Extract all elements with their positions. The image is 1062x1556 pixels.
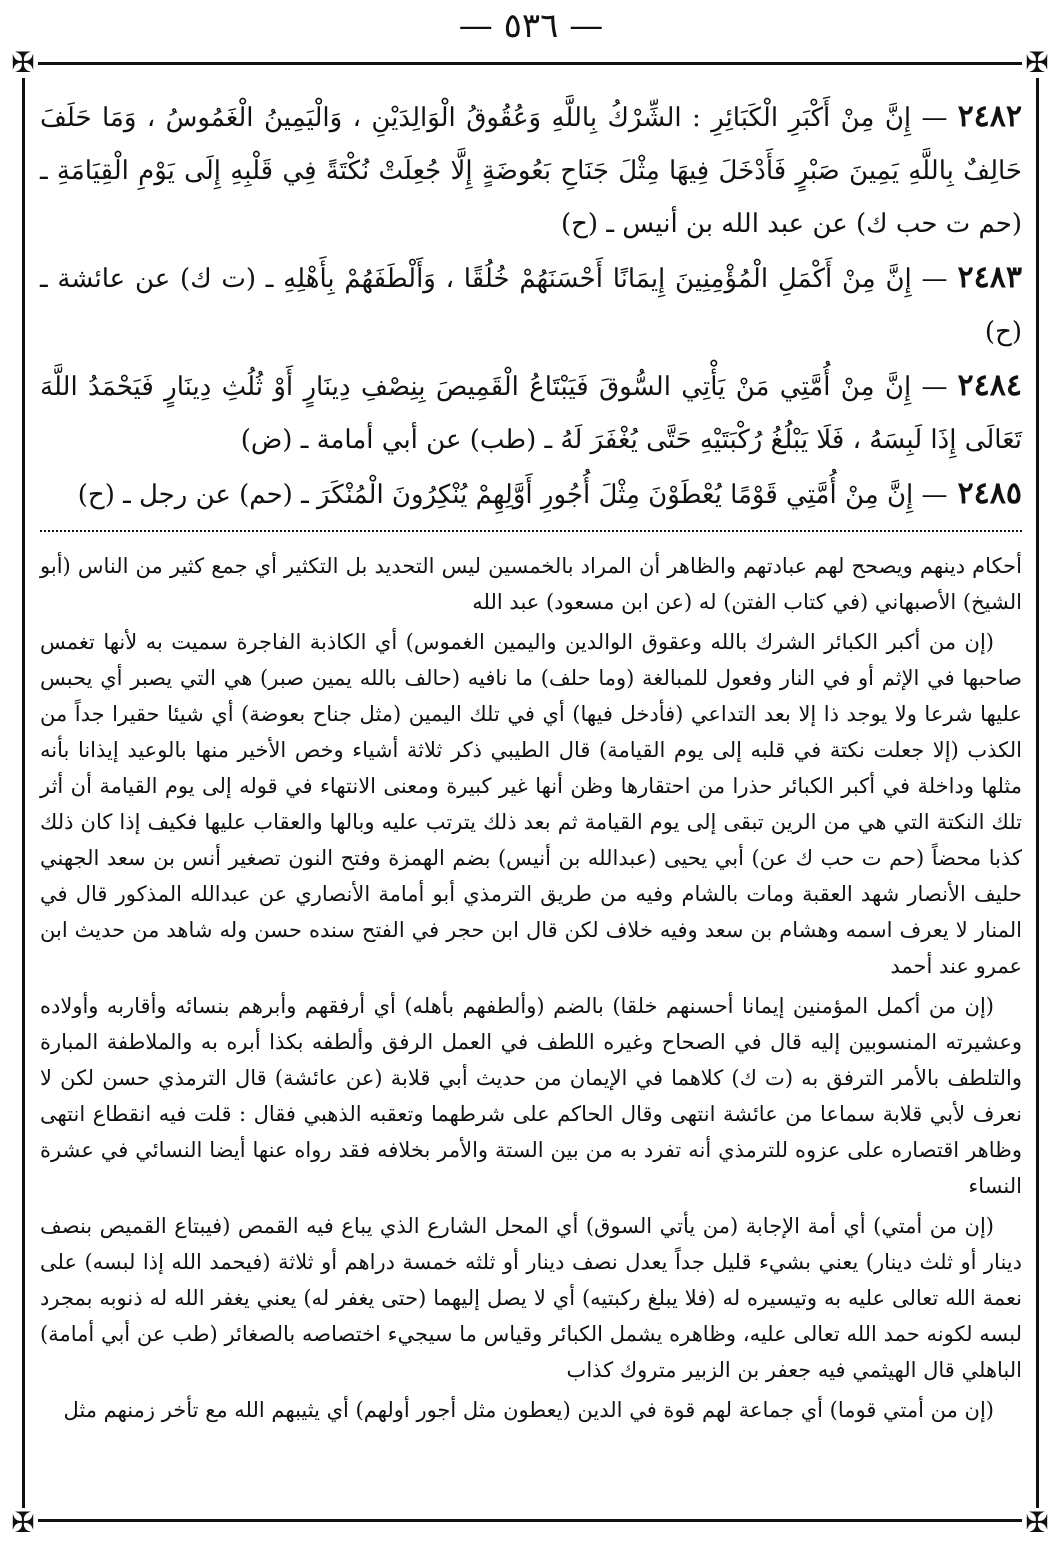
hadith-entry — [40, 90, 1022, 251]
floral-cross-icon: ✠ — [1022, 1508, 1052, 1538]
hadith-entry — [40, 251, 1022, 359]
hadith-number: ٢٤٨٤ — [957, 368, 1022, 403]
floral-cross-icon: ✠ — [8, 1508, 38, 1538]
page-number: — ٥٣٦ — — [458, 6, 604, 46]
hadith-number: ٢٤٨٥ — [957, 476, 1022, 511]
commentary-paragraph: (إن من أكمل المؤمنين إيمانا أحسنهم خلقا) بالضم (وألطفهم بأهله) أي أرفقهم وأبرهم بنسائه وأقاربه وأولاده وعشيرته المنسوبين إليه قال في الصحاح وغيره اللطف في العمل الرفق وألطفه بكذا أبره به والملاطفة المبارة والتلطف بالأمر الترفق به (ت ك) كلاهما في الإيمان من حديث أبي قلابة (عن عائشة) قال الترمذي حسن لكن لا نعرف لأبي قلابة سماعا من عائشة انتهى وقال الحاكم على شرطهما وتعقبه الذهبي فقال : قلت فيه انقطاع انتهى وظاهر اقتصاره على عزوه للترمذي أنه تفرد به من بين الستة والأمر بخلافه فقد رواه عنها أيضا النسائي في عشرة النساء — [40, 994, 1022, 1198]
hadith-text: — إِنَّ مِنْ أُمَّتِي مَنْ يَأْتِي السُّوقَ فَيَبْتَاعُ الْقَمِيصَ بِنِصْفِ دِينَارٍ أَوْ ثُلُثِ دِينَارٍ فَيَحْمَدُ اللَّهَ تَعَالَى إِذَا لَبِسَهُ ، فَلَا يَبْلُغُ رُكْبَتَيْهِ حَتَّى يُغْفَرَ لَهُ ـ (طب) عن أبي أمامة ـ (ض) — [40, 372, 1022, 455]
commentary-section — [40, 548, 1022, 1432]
hadith-entry — [40, 467, 1022, 522]
hadith-number: ٢٤٨٣ — [957, 260, 1022, 295]
commentary-paragraph: (إن من أكبر الكبائر الشرك بالله وعقوق الوالدين واليمين الغموس) أي الكاذبة الفاجرة سميت به لأنها تغمس صاحبها في الإثم أو في النار وفعول للمبالغة (وما حلف) ما نافيه (حالف بالله يمين صبر) هي التي يصبر أي يحبس عليها شرعا ولا يوجد ذا إلا بعد التداعي (فأدخل فيها) أي في تلك اليمين (مثل جناح بعوضة) أي شيئا حقيرا جداً من الكذب (إلا جعلت نكتة في قلبه إلى يوم القيامة) قال الطيبي ذكر ثلاثة أشياء وخص الأخير منها بالوعيد إيذانا بأنه مثلها وداخلة في أكبر الكبائر حذرا من احتقارها وظن أنها غير كبيرة ومعنى الانتهاء في قوله إلى يوم القيامة أن أثر تلك النكتة التي هي من الرين تبقى إلى يوم القيامة ثم بعد ذلك يترتب عليه وبالها والعقاب عليها فكيف إذا كان ذلك كذبا محضاً (حم ت حب ك عن) أبي يحيى (عبدالله بن أنيس) بضم الهمزة وفتح النون تصغير أنس بن سعد الجهني حليف الأنصار شهد العقبة ومات بالشام وفيه من طريق الترمذي أبو أمامة الأنصاري عن عبدالله المذكور قال في المنار لا يعرف اسمه وهشام بن سعد وفيه خلاف لكن قال ابن حجر في الفتح سنده حسن وله شاهد من حديث ابن عمرو عند أحمد — [40, 630, 1022, 978]
hadith-entry — [40, 359, 1022, 467]
commentary-paragraph: (إن من أمتي) أي أمة الإجابة (من يأتي السوق) أي المحل الشارع الذي يباع فيه القمص (فيبتاع القميص بنصف دينار أو ثلث دينار) يعني بشيء قليل جداً يعدل نصف دينار أو ثلثه خمسة دراهم أو ثلاثة (فيحمد الله إذا لبسه) على نعمة الله تعالى عليه به وتيسيره له (فلا يبلغ ركبتيه) أي لا يصل إليهما (حتى يغفر له) يعني يغفر الله له ذنوبه بمجرد لبسه لكونه حمد الله تعالى عليه، وظاهره يشمل الكبائر وقياس ما سيجيء اختصاصه بالصغائر (طب عن أبي أمامة) الباهلي قال الهيثمي فيه جعفر بن الزبير متروك كذاب — [40, 1214, 1022, 1382]
floral-cross-icon: ✠ — [8, 48, 38, 78]
section-divider — [40, 530, 1022, 532]
commentary-paragraph: أحكام دينهم ويصحح لهم عبادتهم والظاهر أن المراد بالخمسين ليس التحديد بل التكثير أي جمع كثير من الناس (أبو الشيخ) الأصبهاني (في كتاب الفتن) له (عن ابن مسعود) عبد الله — [40, 554, 1022, 614]
hadith-text: — إِنَّ مِنْ أَكْمَلِ الْمُؤْمِنِينَ إِيمَانًا أَحْسَنَهُمْ خُلُقًا ، وَأَلْطَفَهُمْ بِأَهْلِهِ ـ (ت ك) عن عائشة ـ (ح) — [40, 264, 1022, 347]
hadith-number: ٢٤٨٢ — [957, 99, 1023, 134]
commentary-paragraph: (إن من أمتي قوما) أي جماعة لهم قوة في الدين (يعطون مثل أجور أولهم) أي يثيبهم الله مع تأخر زمنهم مثل — [63, 1398, 994, 1422]
frame-right-rule — [1036, 62, 1039, 1522]
frame-left-rule — [22, 62, 25, 1522]
hadith-section — [40, 90, 1022, 522]
hadith-text: — إِنَّ مِنْ أَكْبَرِ الْكَبَائِرِ : الشِّرْكُ بِاللَّهِ وَعُقُوقُ الْوَالِدَيْنِ ، وَالْيَمِينُ الْغَمُوسُ ، وَمَا حَلَفَ حَالِفٌ بِاللَّهِ يَمِينَ صَبْرٍ فَأَدْخَلَ فِيهَا مِثْلَ جَنَاحِ بَعُوضَةٍ إِلَّا جُعِلَتْ نُكْتَةً فِي قَلْبِهِ إِلَى يَوْمِ الْقِيَامَةِ ـ (حم ت حب ك) عن عبد الله بن أنيس ـ (ح) — [40, 103, 1022, 239]
floral-cross-icon: ✠ — [1022, 48, 1052, 78]
hadith-text: — إِنَّ مِنْ أُمَّتِي قَوْمًا يُعْطَوْنَ مِثْلَ أُجُورِ أَوَّلِهِمْ يُنْكِرُونَ الْمُنْكَرَ ـ (حم) عن رجل ـ (ح) — [77, 480, 948, 510]
